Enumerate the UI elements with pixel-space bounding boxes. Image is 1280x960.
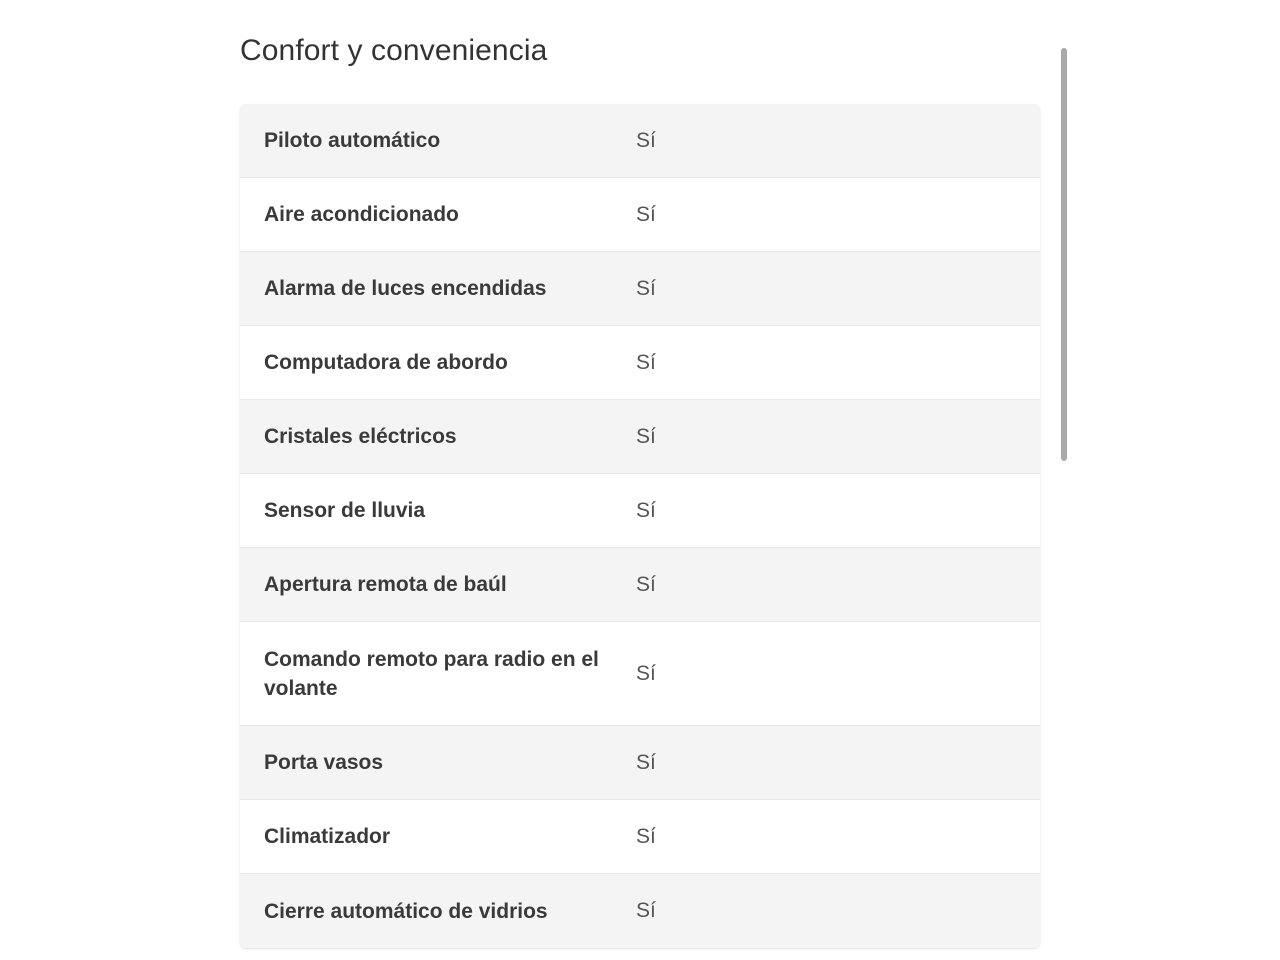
spec-value: Sí (636, 750, 656, 774)
spec-value: Sí (636, 128, 656, 152)
spec-row (240, 474, 1040, 548)
spec-row (240, 800, 1040, 874)
spec-row (240, 104, 1040, 178)
spec-label: Comando remoto para radio en el volante (264, 647, 599, 700)
spec-row (240, 622, 1040, 726)
spec-row (240, 178, 1040, 252)
spec-label: Climatizador (264, 825, 391, 848)
spec-value: Sí (636, 276, 656, 300)
spec-row (240, 548, 1040, 622)
spec-row (240, 400, 1040, 474)
scrollbar-thumb[interactable] (1061, 48, 1067, 461)
spec-value: Sí (636, 661, 656, 685)
spec-label: Piloto automático (264, 129, 441, 152)
spec-label: Porta vasos (264, 751, 384, 774)
spec-row (240, 252, 1040, 326)
spec-row (240, 326, 1040, 400)
spec-value: Sí (636, 424, 656, 448)
spec-value: Sí (636, 350, 656, 374)
section-title: Confort y conveniencia (240, 34, 548, 67)
spec-value: Sí (636, 824, 656, 848)
spec-label: Sensor de lluvia (264, 499, 426, 522)
spec-table (240, 104, 1040, 948)
spec-row (240, 874, 1040, 948)
spec-value: Sí (636, 498, 656, 522)
spec-value: Sí (636, 899, 656, 922)
spec-value: Sí (636, 202, 656, 226)
spec-label: Apertura remota de baúl (264, 573, 507, 596)
spec-label: Alarma de luces encendidas (264, 277, 547, 300)
spec-row (240, 726, 1040, 800)
spec-label: Computadora de abordo (264, 351, 508, 374)
spec-label: Aire acondicionado (264, 203, 459, 226)
spec-value: Sí (636, 572, 656, 596)
spec-label: Cierre automático de vidrios (264, 899, 548, 923)
spec-label: Cristales eléctricos (264, 425, 457, 448)
